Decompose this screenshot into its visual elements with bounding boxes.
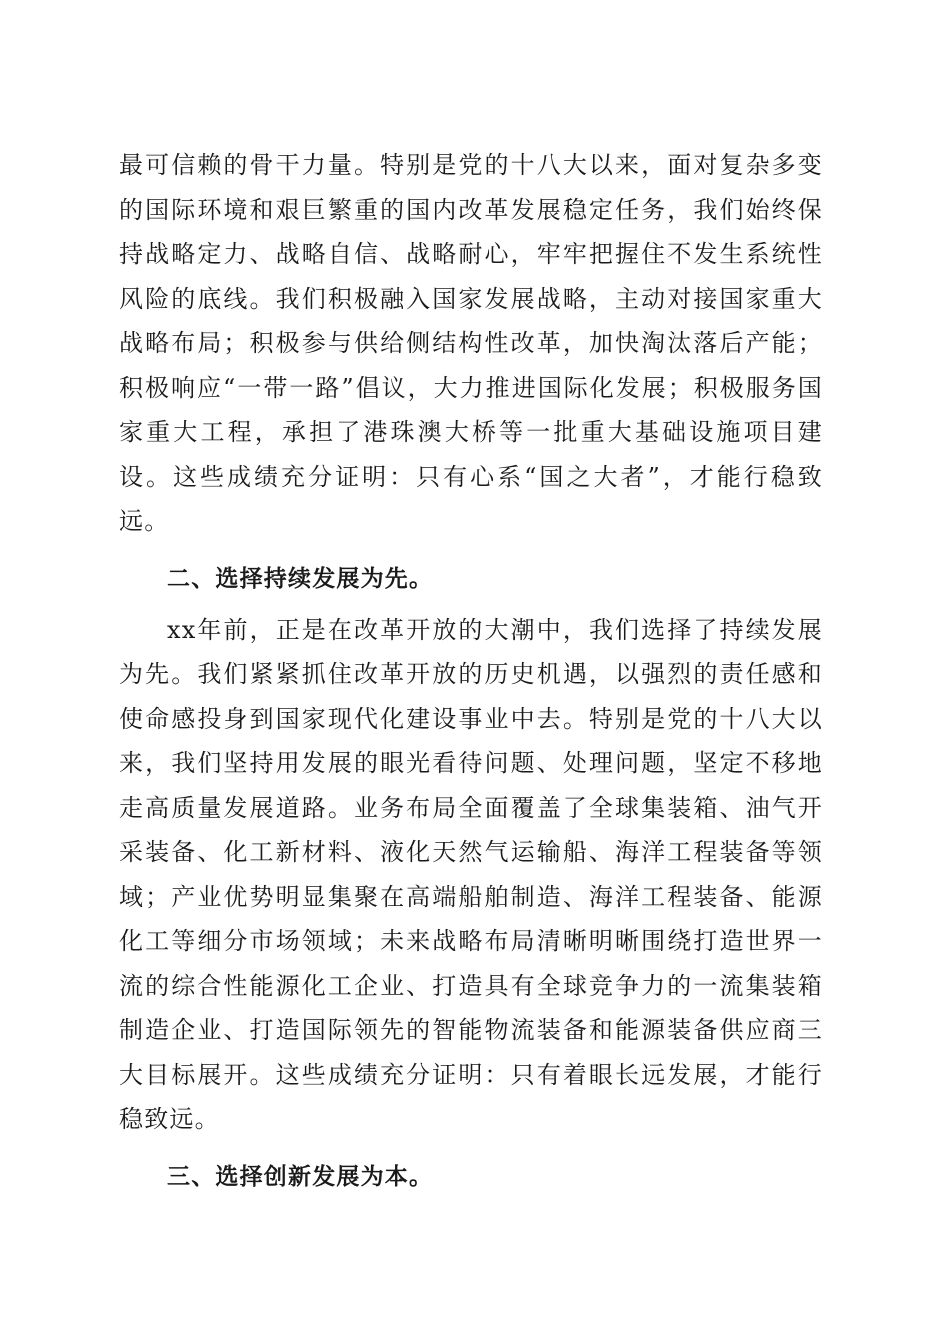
paragraph-body-1: 最可信赖的骨干力量。特别是党的十八大以来，面对复杂多变的国际环境和艰巨繁重的国内改革发展稳定任务，我们始终保持战略定力、战略自信、战略耐心，牢牢把握住不发生系统性风险的底线。我们积极融入国家发展战略，主动对接国家重大战略布局；积极参与供给侧结构性改革，加快淘汰落后产能；积极响应“一带一路”倡议，大力推进国际化发展；积极服务国家重大工程，承担了港珠澳大桥等一批重大基础设施项目建设。这些成绩充分证明：只有心系“国之大者”，才能行稳致远。 <box>119 151 823 535</box>
document-body <box>119 143 823 1206</box>
section-heading-2: 二、选择持续发展为先。 <box>167 565 434 592</box>
paragraph-body-2: xx年前，正是在改革开放的大潮中，我们选择了持续发展为先。我们紧紧抓住改革开放的历史机遇，以强烈的责任感和使命感投身到国家现代化建设事业中去。特别是党的十八大以来，我们坚持用发展的眼光看待问题、处理问题，坚定不移地走高质量发展道路。业务布局全面覆盖了全球集装箱、油气开采装备、化工新材料、液化天然气运输船、海洋工程装备等领域；产业优势明显集聚在高端船舶制造、海洋工程装备、能源化工等细分市场领域；未来战略布局清晰明晰围绕打造世界一流的综合性能源化工企业、打造具有全球竞争力的一流集装箱制造企业、打造国际领先的智能物流装备和能源装备供应商三大目标展开。这些成绩充分证明：只有着眼长远发展，才能行稳致远。 <box>119 615 823 1133</box>
section-heading-3: 三、选择创新发展为本。 <box>167 1163 434 1190</box>
